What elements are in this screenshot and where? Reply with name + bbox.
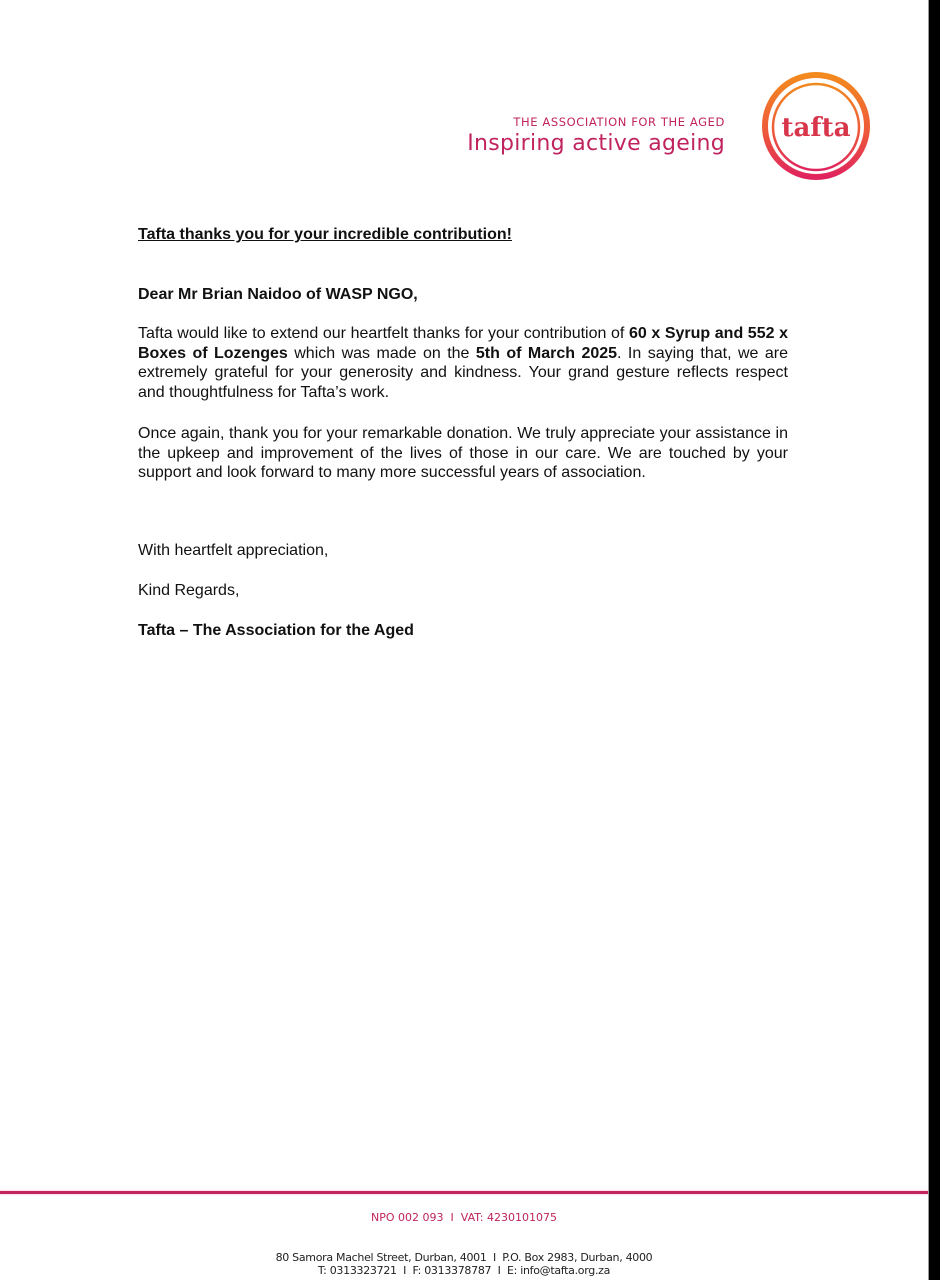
letterhead-text [467, 114, 725, 158]
regards-line: Kind Regards, [138, 582, 240, 599]
logo-text: tafta [781, 113, 851, 143]
closing-line: With heartfelt appreciation, [138, 542, 329, 559]
screen-edge [928, 0, 940, 1280]
tafta-logo-icon [760, 70, 872, 182]
org-subtitle: THE ASSOCIATION FOR THE AGED [513, 115, 725, 129]
footer-address [0, 1251, 928, 1277]
tagline: Inspiring active ageing [467, 131, 725, 156]
tafta-logo [760, 70, 872, 182]
para1-text-2: which was made on the [287, 344, 476, 362]
footer-contact-line: T: 0313323721 I F: 0313378787 I E: info@tafta.org.za [317, 1264, 611, 1277]
para1-text-3: . In saying that, we are extremely grateful for your generosity and kindness. Your grand gesture reflects respect and thoughtfulness for Tafta’s work. [138, 344, 789, 401]
donation-date: 5th of March 2025 [475, 344, 618, 362]
footer-divider [0, 1191, 928, 1194]
footer-registration: NPO 002 093 I VAT: 4230101075 [371, 1211, 557, 1224]
paragraph-1 [138, 324, 788, 402]
paragraph-2: Once again, thank you for your remarkable donation. We truly appreciate your assistance in the upkeep and improvement of the lives of those in our care. We are touched by your support and look forward to many more successful years of association. [138, 425, 788, 481]
letter-heading: Tafta thanks you for your incredible contribution! [138, 226, 512, 243]
donation-items: 60 x Syrup and 552 x Boxes of Lozenges [138, 325, 788, 362]
para1-text-1: Tafta would like to extend our heartfelt thanks for your contribution of [138, 325, 629, 342]
signoff: Tafta – The Association for the Aged [138, 622, 414, 639]
salutation: Dear Mr Brian Naidoo of WASP NGO, [138, 286, 418, 303]
footer-address-line-1: 80 Samora Machel Street, Durban, 4001 I P.O. Box 2983, Durban, 4000 [275, 1251, 653, 1264]
